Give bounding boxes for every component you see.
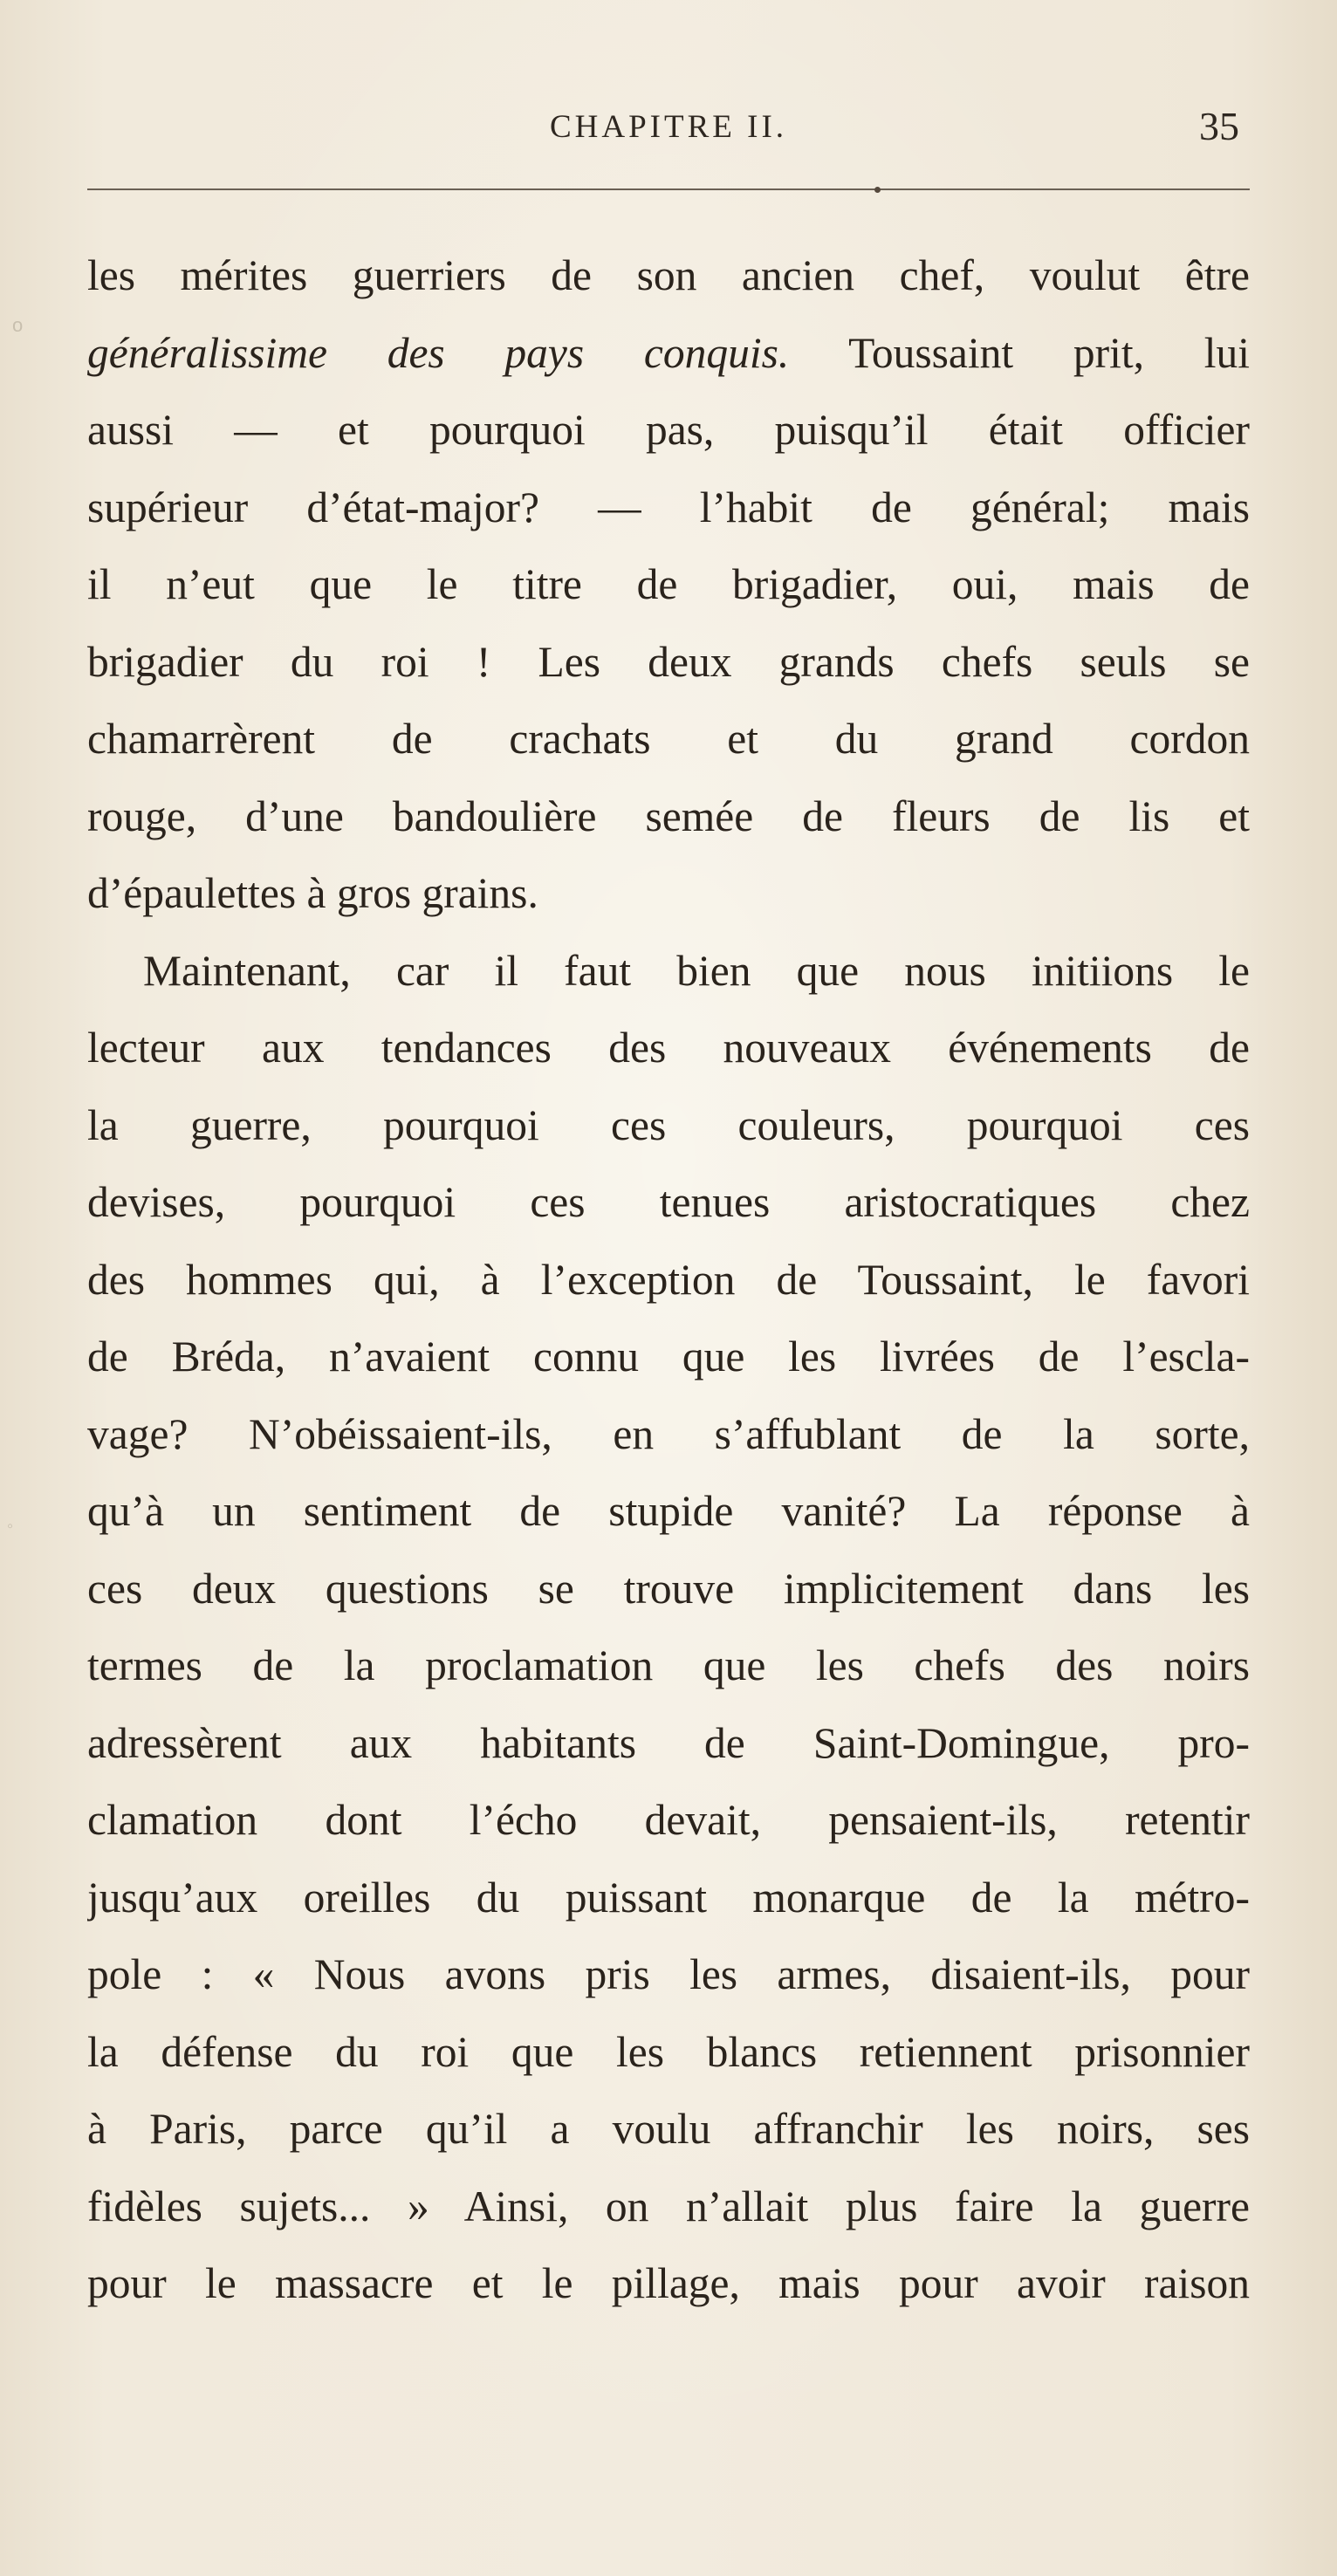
italic-phrase: généralissime des pays conquis. (87, 328, 790, 377)
text-line: lecteur aux tendances des nouveaux événements de (87, 1024, 1250, 1072)
text-line: pole : « Nous avons pris les armes, disaient-ils, pour (87, 1950, 1250, 1998)
text-line: les mérites guerriers de son ancien chef, voulut être (87, 251, 1250, 299)
text-line: aussi — et pourquoi pas, puisqu’il était officier (87, 406, 1250, 454)
margin-speck: o (12, 314, 24, 336)
text-line: chamarrèrent de crachats et du grand cordon (87, 715, 1250, 763)
text-line: de Bréda, n’avaient connu que les livrées de l’escla- (87, 1333, 1250, 1380)
text-line: il n’eut que le titre de brigadier, oui, mais de (87, 560, 1250, 608)
margin-speck: ◦ (7, 1517, 14, 1536)
text-line: des hommes qui, à l’exception de Toussaint, le favori (87, 1255, 1250, 1304)
text-line: pour le massacre et le pillage, mais pour avoir raison (87, 2259, 1250, 2307)
header-rule (87, 188, 1250, 190)
rule-ornament (874, 187, 881, 193)
text-line: clamation dont l’écho devait, pensaient-ils, retentir (87, 1796, 1250, 1844)
text-line: ces deux questions se trouve implicitement dans les (87, 1564, 1250, 1613)
page-number: 35 (1199, 104, 1239, 148)
text-line: vage? N’obéissaient-ils, en s’affublant de la sorte, (87, 1409, 1250, 1458)
text-line: jusqu’aux oreilles du puissant monarque de la métro- (87, 1873, 1250, 1922)
text-line: généralissime des pays conquis. Toussaint prit, lui (87, 328, 1250, 377)
chapter-title: CHAPITRE II. (549, 109, 788, 145)
text-line: Maintenant, car il faut bien que nous initiions le (143, 946, 1250, 995)
text-line: la guerre, pourquoi ces couleurs, pourquoi ces (87, 1100, 1250, 1149)
text-line: qu’à un sentiment de stupide vanité? La réponse à (87, 1487, 1250, 1535)
body-text (87, 237, 1250, 2323)
text-line: la défense du roi que les blancs retiennent prisonnier (87, 2027, 1250, 2076)
text-line: supérieur d’état-major? — l’habit de général; mais (87, 483, 1250, 531)
text-line: devises, pourquoi ces tenues aristocratiques chez (87, 1178, 1250, 1226)
running-header (87, 103, 1250, 164)
text-line: fidèles sujets... » Ainsi, on n’allait plus faire la guerre (87, 2182, 1250, 2230)
text-line: rouge, d’une bandoulière semée de fleurs de lis et (87, 791, 1250, 840)
text-line: termes de la proclamation que les chefs des noirs (87, 1641, 1250, 1689)
text-line: d’épaulettes à gros grains. (87, 869, 538, 917)
text-line: à Paris, parce qu’il a voulu affranchir les noirs, ses (87, 2105, 1250, 2153)
text-line: adressèrent aux habitants de Saint-Domingue, pro- (87, 1718, 1250, 1767)
text-line: brigadier du roi ! Les deux grands chefs seuls se (87, 637, 1250, 686)
